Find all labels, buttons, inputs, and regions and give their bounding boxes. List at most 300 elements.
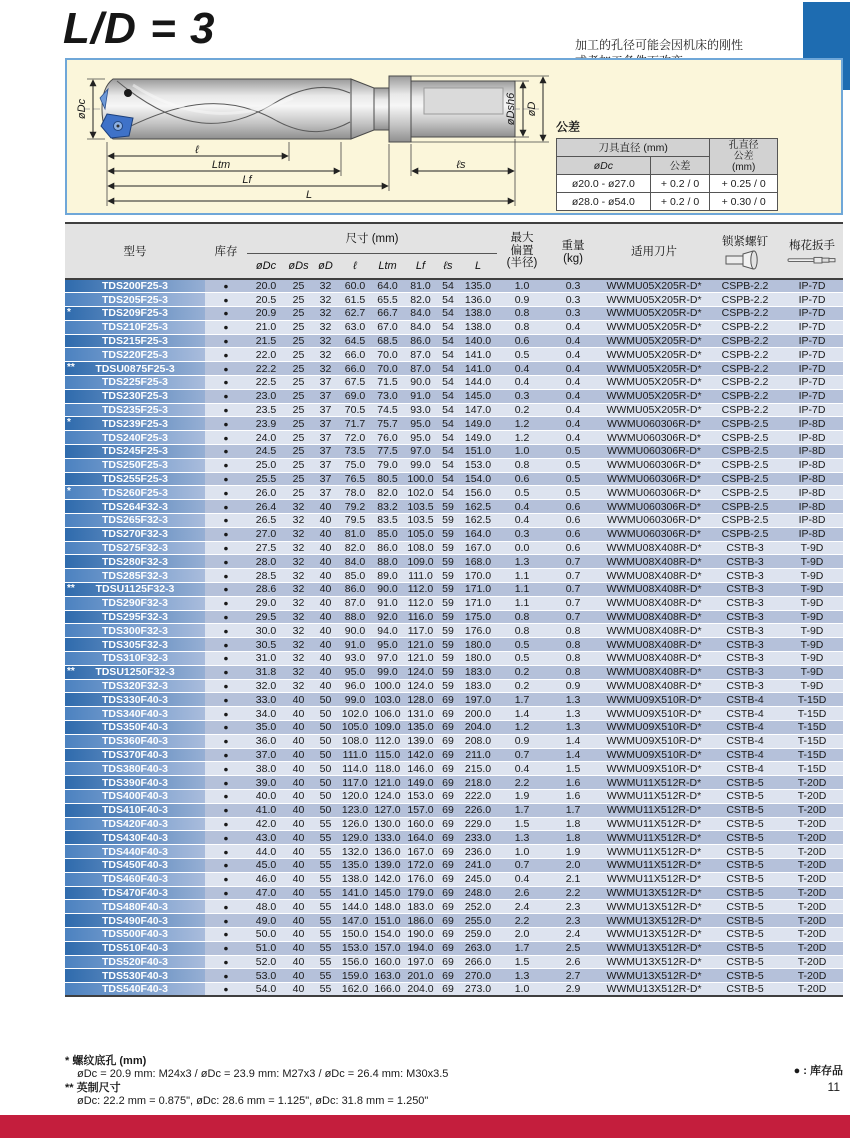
max-offset-cell: 0.7 [497,748,547,762]
max-offset-cell: 1.0 [497,845,547,859]
wrench-cell: T-9D [781,569,843,583]
dc-cell: 20.9 [247,307,285,321]
len-l-cell: 78.0 [339,486,371,500]
screw-cell: CSTB-5 [709,900,781,914]
len-ltm-cell: 139.0 [371,858,404,872]
len-l-cell: 62.7 [339,307,371,321]
tolerance-hole-header [710,139,778,175]
len-L-cell: 156.0 [459,486,497,500]
stock-dot: ● [205,831,247,845]
screw-cell: CSTB-4 [709,693,781,707]
insert-screw-dot [117,125,120,128]
dc-cell: 34.0 [247,707,285,721]
max-offset-cell: 0.5 [497,486,547,500]
weight-cell: 0.4 [547,376,599,390]
model-name: TDS440F40-3 [102,845,168,858]
footnote1-body: øDc = 20.9 mm: M24x3 / øDc = 23.9 mm: M27x3 / øDc = 26.4 mm: M30x3.5 [77,1068,449,1081]
ds-cell: 32 [285,569,312,583]
dc-cell: 26.5 [247,514,285,528]
tolerance-dc-header: øDc [557,157,651,175]
tool-diagram-panel [65,58,843,215]
insert-cell: WWMU09X510R-D* [599,734,709,748]
len-L-cell: 208.0 [459,734,497,748]
model-name: TDS220F25-3 [102,348,168,361]
stock-dot: ● [205,527,247,541]
len-l-cell: 141.0 [339,886,371,900]
dc-cell: 46.0 [247,872,285,886]
screw-cell: CSPB-2.2 [709,389,781,403]
len-ls-cell: 54 [437,293,459,307]
model-cell [65,403,205,417]
len-lf-cell: 131.0 [404,707,437,721]
len-ls-cell: 69 [437,748,459,762]
d-cell: 32 [312,334,339,348]
len-L-cell: 273.0 [459,983,497,997]
insert-cell: WWMU060306R-D* [599,486,709,500]
table-row [65,914,843,928]
stock-dot: ● [205,458,247,472]
model-footnote-marker: ** [67,583,75,595]
len-ls-cell: 54 [437,431,459,445]
len-ls-cell: 59 [437,500,459,514]
max-offset-cell: 0.7 [497,858,547,872]
max-offset-cell: 0.2 [497,403,547,417]
ds-cell: 40 [285,955,312,969]
table-row [65,858,843,872]
len-lf-cell: 108.0 [404,541,437,555]
hole-header-line1: 孔直径 [728,140,759,151]
insert-cell: WWMU060306R-D* [599,431,709,445]
max-offset-cell: 0.4 [497,872,547,886]
dc-cell: 42.0 [247,817,285,831]
max-offset-cell: 1.1 [497,583,547,597]
max-offset-cell: 1.5 [497,955,547,969]
len-l-cell: 75.0 [339,458,371,472]
wrench-cell: T-20D [781,803,843,817]
dc-cell: 23.0 [247,389,285,403]
screw-cell: CSTB-5 [709,776,781,790]
len-lf-cell: 121.0 [404,652,437,666]
max-offset-cell: 1.7 [497,941,547,955]
wrench-cell: T-20D [781,886,843,900]
model-name: TDS300F32-3 [102,624,168,637]
wrench-cell: T-20D [781,900,843,914]
stock-dot: ● [205,789,247,803]
len-lf-cell: 116.0 [404,610,437,624]
model-name: TDS230F25-3 [102,390,168,403]
catalog-table-section [65,222,843,997]
stock-dot: ● [205,486,247,500]
wrench-cell: T-9D [781,638,843,652]
weight-cell: 0.9 [547,679,599,693]
d-cell: 50 [312,776,339,790]
d-cell: 37 [312,376,339,390]
len-L-cell: 162.5 [459,514,497,528]
len-L-cell: 218.0 [459,776,497,790]
stock-dot: ● [205,348,247,362]
table-row [65,886,843,900]
len-lf-cell: 124.0 [404,679,437,693]
weight-cell: 0.4 [547,389,599,403]
ds-cell: 32 [285,665,312,679]
len-l-cell: 135.0 [339,858,371,872]
screw-cell: CSPB-2.2 [709,320,781,334]
model-name: TDS260F25-3 [102,486,168,499]
wrench-cell: IP-7D [781,348,843,362]
ds-cell: 40 [285,914,312,928]
header-offset-line3: (半径) [506,257,538,270]
len-lf-cell: 93.0 [404,403,437,417]
len-L-cell: 222.0 [459,789,497,803]
stock-dot: ● [205,969,247,983]
insert-cell: WWMU05X205R-D* [599,307,709,321]
len-ltm-cell: 95.0 [371,638,404,652]
d-cell: 55 [312,969,339,983]
len-lf-cell: 91.0 [404,389,437,403]
ds-cell: 32 [285,527,312,541]
model-name: TDS285F32-3 [102,569,168,582]
max-offset-cell: 1.7 [497,693,547,707]
header-model: 型号 [65,223,205,279]
model-name: TDS480F40-3 [102,900,168,913]
weight-cell: 1.4 [547,734,599,748]
dc-cell: 49.0 [247,914,285,928]
weight-cell: 0.8 [547,665,599,679]
stock-dot: ● [205,334,247,348]
model-name: TDS305F32-3 [102,638,168,651]
len-ls-cell: 69 [437,693,459,707]
screw-cell: CSTB-5 [709,803,781,817]
len-L-cell: 141.0 [459,348,497,362]
insert-cell: WWMU060306R-D* [599,514,709,528]
wrench-cell: T-9D [781,624,843,638]
len-lf-cell: 197.0 [404,955,437,969]
screw-cell: CSPB-2.2 [709,362,781,376]
model-cell [65,541,205,555]
model-name: TDS255F25-3 [102,473,168,486]
len-ls-cell: 69 [437,803,459,817]
insert-cell: WWMU08X408R-D* [599,610,709,624]
model-name: TDS245F25-3 [102,445,168,458]
wrench-cell: T-20D [781,872,843,886]
len-L-cell: 149.0 [459,417,497,431]
stock-dot: ● [205,320,247,334]
len-l-cell: 81.0 [339,527,371,541]
len-ltm-cell: 99.0 [371,665,404,679]
model-name: TDS320F32-3 [102,680,168,692]
wrench-cell: T-15D [781,707,843,721]
model-cell [65,569,205,583]
len-ltm-cell: 71.5 [371,376,404,390]
header-max-offset [497,223,547,279]
insert-cell: WWMU08X408R-D* [599,665,709,679]
len-ls-cell: 54 [437,279,459,293]
d-cell: 40 [312,652,339,666]
weight-cell: 2.1 [547,872,599,886]
max-offset-cell: 1.9 [497,789,547,803]
model-cell [65,845,205,859]
weight-cell: 1.3 [547,721,599,735]
stock-dot: ● [205,389,247,403]
d-cell: 32 [312,348,339,362]
len-L-cell: 162.5 [459,500,497,514]
max-offset-cell: 1.3 [497,555,547,569]
max-offset-cell: 0.8 [497,307,547,321]
screw-cell: CSPB-2.5 [709,458,781,472]
len-ltm-cell: 103.0 [371,693,404,707]
table-row [65,927,843,941]
len-L-cell: 149.0 [459,431,497,445]
screw-cell: CSTB-5 [709,969,781,983]
d-cell: 55 [312,817,339,831]
table-row [65,403,843,417]
weight-cell: 0.7 [547,555,599,569]
stock-dot: ● [205,721,247,735]
ds-cell: 40 [285,776,312,790]
screw-cell: CSPB-2.5 [709,431,781,445]
weight-cell: 1.9 [547,845,599,859]
d-cell: 55 [312,872,339,886]
drill-neck [374,88,389,130]
len-ls-cell: 69 [437,831,459,845]
len-ls-cell: 69 [437,845,459,859]
ds-cell: 40 [285,707,312,721]
weight-cell: 0.6 [547,500,599,514]
header-size-ds: øDs [285,253,312,279]
weight-cell: 0.5 [547,472,599,486]
dc-cell: 21.0 [247,320,285,334]
stock-dot: ● [205,927,247,941]
table-row [65,486,843,500]
stock-dot: ● [205,652,247,666]
len-l-cell: 85.0 [339,569,371,583]
len-l-cell: 117.0 [339,776,371,790]
len-l-cell: 60.0 [339,279,371,293]
screw-cell: CSTB-3 [709,665,781,679]
len-ls-cell: 69 [437,789,459,803]
weight-cell: 0.5 [547,445,599,459]
len-ls-cell: 54 [437,320,459,334]
dc-cell: 24.0 [247,431,285,445]
len-l-cell: 147.0 [339,914,371,928]
model-cell [65,707,205,721]
wrench-cell: T-20D [781,941,843,955]
d-cell: 40 [312,624,339,638]
dc-cell: 36.0 [247,734,285,748]
len-L-cell: 140.0 [459,334,497,348]
screw-cell: CSTB-5 [709,872,781,886]
max-offset-cell: 1.2 [497,417,547,431]
ds-cell: 32 [285,610,312,624]
weight-cell: 1.3 [547,693,599,707]
len-lf-cell: 201.0 [404,969,437,983]
model-cell [65,334,205,348]
len-l-cell: 105.0 [339,721,371,735]
wrench-cell: T-9D [781,541,843,555]
stock-dot: ● [205,983,247,997]
len-L-cell: 138.0 [459,307,497,321]
stock-dot: ● [205,555,247,569]
wrench-cell: T-15D [781,734,843,748]
tolerance-section [556,118,778,211]
table-row [65,803,843,817]
insert-cell: WWMU08X408R-D* [599,596,709,610]
model-cell [65,293,205,307]
len-lf-cell: 124.0 [404,665,437,679]
dc-cell: 47.0 [247,886,285,900]
screw-cell: CSPB-2.2 [709,293,781,307]
wrench-cell: T-15D [781,762,843,776]
len-lf-cell: 87.0 [404,362,437,376]
table-row [65,734,843,748]
ds-cell: 32 [285,555,312,569]
stock-dot: ● [205,569,247,583]
len-ltm-cell: 70.0 [371,362,404,376]
stock-dot: ● [205,445,247,459]
len-l-cell: 96.0 [339,679,371,693]
ds-cell: 25 [285,389,312,403]
dc-cell: 33.0 [247,693,285,707]
len-L-cell: 170.0 [459,569,497,583]
screw-cell: CSTB-4 [709,707,781,721]
len-ls-cell: 54 [437,486,459,500]
model-cell [65,514,205,528]
d-cell: 40 [312,596,339,610]
stock-dot: ● [205,776,247,790]
locking-screw-icon [723,250,767,270]
d-cell: 40 [312,514,339,528]
screw-cell: CSPB-2.2 [709,334,781,348]
len-ltm-cell: 74.5 [371,403,404,417]
header-insert: 适用刀片 [599,223,709,279]
screw-cell: CSTB-5 [709,914,781,928]
len-ltm-cell: 136.0 [371,845,404,859]
screw-cell: CSPB-2.5 [709,527,781,541]
len-L-cell: 168.0 [459,555,497,569]
dc-cell: 38.0 [247,762,285,776]
screw-cell: CSTB-3 [709,652,781,666]
ds-cell: 25 [285,376,312,390]
len-ltm-cell: 157.0 [371,941,404,955]
insert-cell: WWMU05X205R-D* [599,348,709,362]
insert-cell: WWMU08X408R-D* [599,541,709,555]
len-ltm-cell: 73.0 [371,389,404,403]
dc-cell: 29.5 [247,610,285,624]
len-ltm-cell: 77.5 [371,445,404,459]
ds-cell: 32 [285,514,312,528]
ds-cell: 25 [285,445,312,459]
len-ls-cell: 69 [437,872,459,886]
len-ltm-cell: 124.0 [371,789,404,803]
model-footnote-marker: * [67,486,71,498]
table-row [65,900,843,914]
max-offset-cell: 1.2 [497,431,547,445]
screw-cell: CSTB-5 [709,955,781,969]
wrench-cell: T-20D [781,845,843,859]
table-row [65,652,843,666]
d-cell: 55 [312,955,339,969]
weight-cell: 0.7 [547,596,599,610]
model-name: TDSU1125F32-3 [95,583,175,596]
weight-cell: 2.5 [547,941,599,955]
ds-cell: 40 [285,721,312,735]
d-cell: 55 [312,900,339,914]
header-size-lf: Lf [404,253,437,279]
len-L-cell: 211.0 [459,748,497,762]
insert-cell: WWMU13X512R-D* [599,955,709,969]
len-ls-cell: 59 [437,569,459,583]
len-L-cell: 153.0 [459,458,497,472]
screw-cell: CSPB-2.5 [709,500,781,514]
max-offset-cell: 2.0 [497,927,547,941]
d-cell: 37 [312,389,339,403]
stock-dot: ● [205,900,247,914]
wrench-cell: IP-7D [781,403,843,417]
wrench-cell: IP-8D [781,472,843,486]
wrench-cell: IP-7D [781,389,843,403]
max-offset-cell: 2.6 [497,886,547,900]
insert-cell: WWMU060306R-D* [599,527,709,541]
len-lf-cell: 139.0 [404,734,437,748]
len-ls-cell: 69 [437,858,459,872]
dc-cell: 43.0 [247,831,285,845]
stock-dot: ● [205,748,247,762]
weight-cell: 0.3 [547,293,599,307]
len-ls-cell: 69 [437,817,459,831]
stock-dot: ● [205,872,247,886]
ds-cell: 40 [285,748,312,762]
len-lf-cell: 81.0 [404,279,437,293]
model-name: TDS390F40-3 [102,776,168,789]
len-l-cell: 153.0 [339,941,371,955]
model-cell [65,320,205,334]
len-lf-cell: 190.0 [404,927,437,941]
model-name: TDS310F32-3 [102,652,168,665]
max-offset-cell: 1.5 [497,817,547,831]
dim-label-ls: ℓs [456,159,466,171]
model-name: TDS340F40-3 [102,707,168,720]
model-cell [65,983,205,997]
d-cell: 55 [312,858,339,872]
d-cell: 37 [312,445,339,459]
model-cell [65,527,205,541]
header-size-d: øD [312,253,339,279]
len-ltm-cell: 64.0 [371,279,404,293]
len-lf-cell: 84.0 [404,320,437,334]
table-row [65,362,843,376]
max-offset-cell: 1.2 [497,721,547,735]
stock-dot: ● [205,624,247,638]
weight-cell: 0.8 [547,652,599,666]
max-offset-cell: 0.4 [497,500,547,514]
dc-cell: 50.0 [247,927,285,941]
max-offset-cell: 1.1 [497,569,547,583]
len-ltm-cell: 112.0 [371,734,404,748]
insert-cell: WWMU11X512R-D* [599,803,709,817]
tolerance-row [557,193,778,211]
model-name: TDS209F25-3 [102,307,168,320]
len-ltm-cell: 160.0 [371,955,404,969]
insert-cell: WWMU060306R-D* [599,500,709,514]
model-cell [65,610,205,624]
dc-cell: 22.5 [247,376,285,390]
dc-cell: 23.5 [247,403,285,417]
len-ltm-cell: 100.0 [371,679,404,693]
len-ls-cell: 69 [437,969,459,983]
insert-cell: WWMU05X205R-D* [599,376,709,390]
screw-cell: CSTB-3 [709,596,781,610]
weight-cell: 0.6 [547,541,599,555]
